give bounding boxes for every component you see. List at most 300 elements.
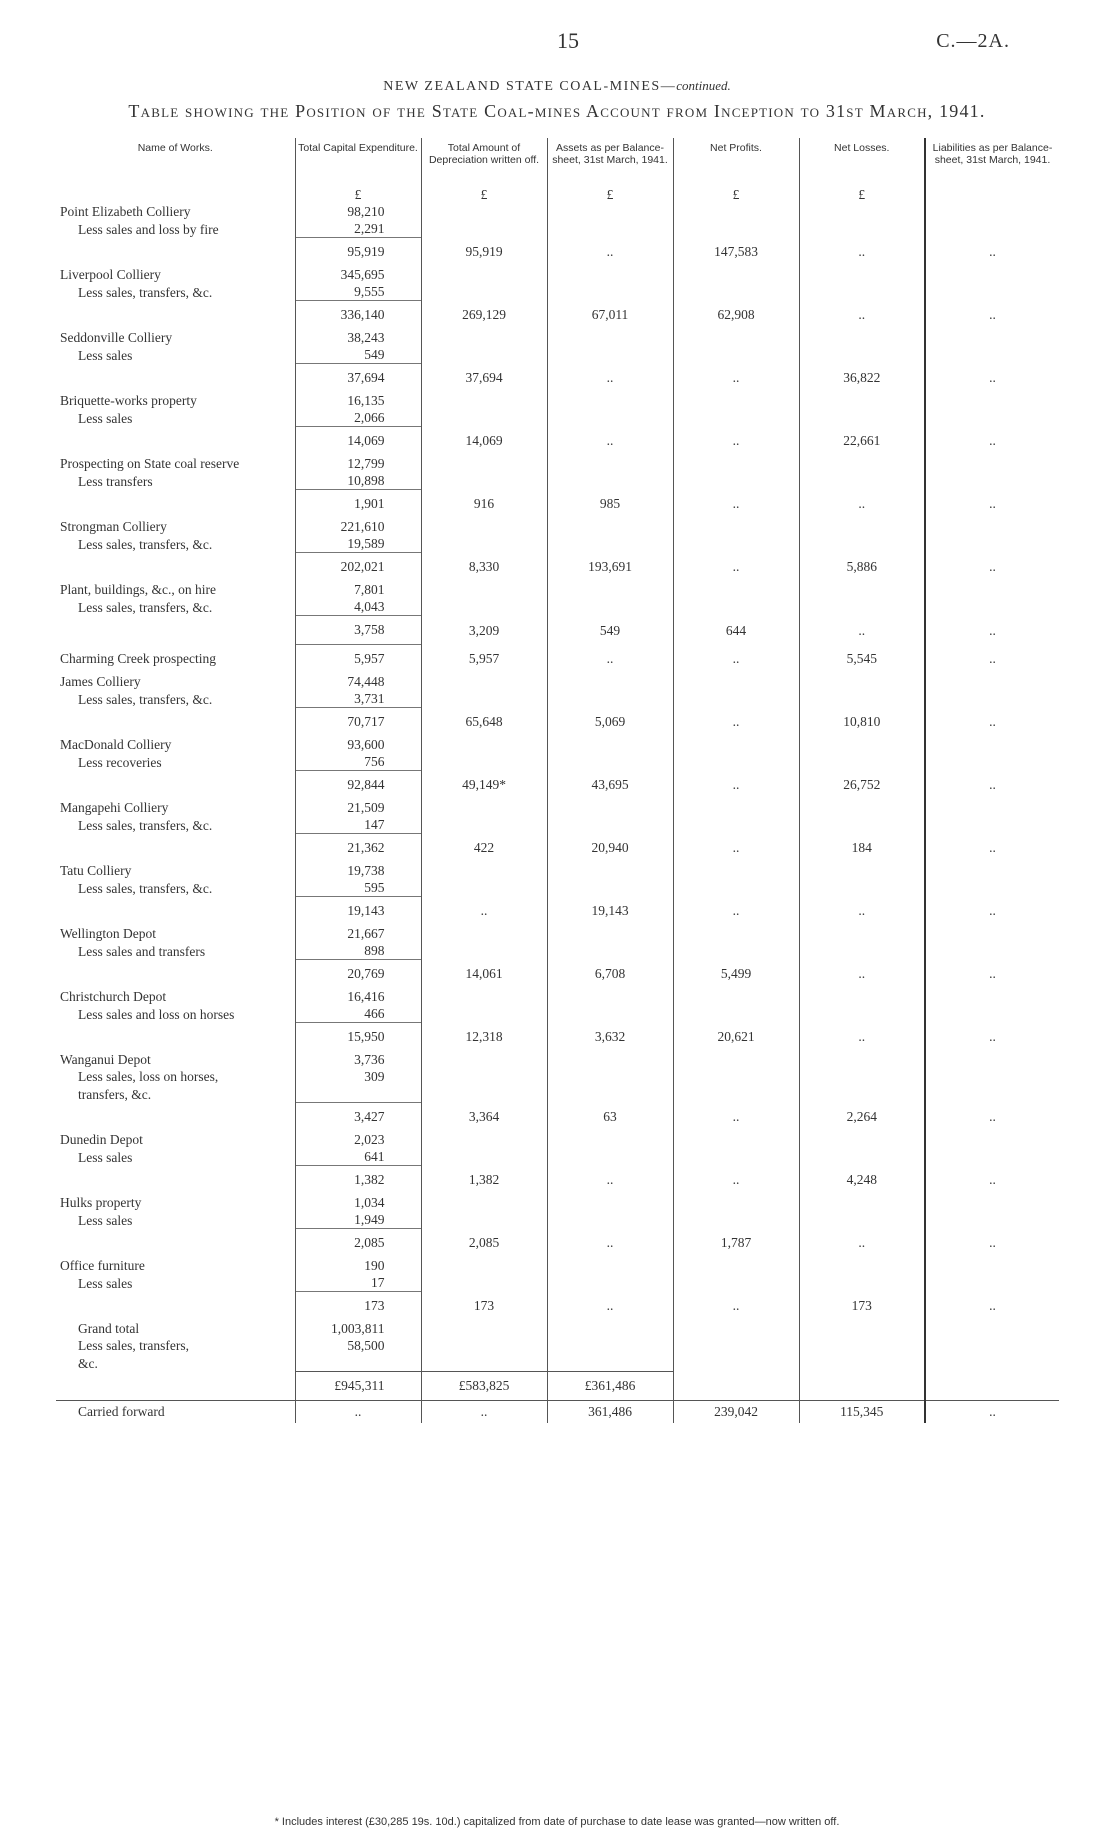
capital-deduction: 3,731 [295,690,421,708]
empty-cell [421,1005,547,1023]
empty-cell [673,518,799,535]
profits-value: .. [673,645,799,674]
table-row [56,708,1059,737]
assets-value: .. [547,238,673,267]
empty-cell [421,1085,547,1103]
grand-total-net: £945,311 [295,1372,421,1401]
empty-cell [673,1320,799,1337]
empty-cell [421,753,547,771]
empty-cell [673,1005,799,1023]
empty-cell [547,1194,673,1211]
capital-net: 2,085 [295,1229,421,1258]
empty-cell [547,455,673,472]
empty-cell [547,879,673,897]
profits-value: .. [673,1166,799,1195]
capital-net: 15,950 [295,1023,421,1052]
empty-cell [547,409,673,427]
empty-cell [421,799,547,816]
empty-cell [421,862,547,879]
grand-total-net-row [56,1372,1059,1401]
losses-value: 36,822 [799,364,925,393]
table-row [56,581,1059,598]
empty-cell [547,598,673,616]
assets-value: 67,011 [547,301,673,330]
liabilities-value: .. [925,427,1059,456]
empty-cell [799,1068,925,1085]
empty-cell [56,1229,295,1258]
empty-cell [799,879,925,897]
table-row [56,753,1059,771]
empty-cell [673,988,799,1005]
profits-value: 62,908 [673,301,799,330]
assets-value: 5,069 [547,708,673,737]
empty-cell [547,535,673,553]
empty-cell [925,518,1059,535]
empty-cell [547,1051,673,1068]
empty-cell [673,535,799,553]
capital-gross: 2,023 [295,1131,421,1148]
depreciation-value: 49,149* [421,771,547,800]
col-header-losses: Net Losses. [799,138,925,186]
empty-cell [925,988,1059,1005]
empty-cell [673,690,799,708]
less-label: Less sales, transfers, &c. [78,880,213,896]
empty-cell [925,1068,1059,1085]
depreciation-value: 12,318 [421,1023,547,1052]
empty-cell [673,1131,799,1148]
capital-gross: 19,738 [295,862,421,879]
empty-cell [673,1211,799,1229]
empty-cell [56,834,295,863]
capital-net: 173 [295,1292,421,1321]
empty-cell [925,1257,1059,1274]
empty-cell [421,455,547,472]
empty-cell [925,1211,1059,1229]
less-label: Less sales [78,1212,133,1228]
empty-cell [799,942,925,960]
grand-total-depreciation: £583,825 [421,1372,547,1401]
table-row [56,346,1059,364]
empty-cell [56,490,295,519]
table-row [56,1166,1059,1195]
capital-net: 336,140 [295,301,421,330]
empty-cell [421,1131,547,1148]
empty-cell [421,392,547,409]
empty-cell [295,1354,421,1372]
empty-cell [56,301,295,330]
liabilities-value: .. [925,1023,1059,1052]
empty-cell [56,1372,295,1401]
empty-cell [799,1354,925,1372]
footnote: * Includes interest (£30,285 19s. 10d.) capitalized from date of purchase to date lease was granted—now written off. [274,1816,840,1828]
empty-cell [673,673,799,690]
less-label: Less sales, transfers, &c. [78,536,213,552]
liabilities-value: .. [925,897,1059,926]
empty-cell [547,1211,673,1229]
currency-assets: £ [547,186,673,203]
empty-cell [799,1257,925,1274]
depreciation-value: 65,648 [421,708,547,737]
table-row [56,736,1059,753]
empty-cell [673,220,799,238]
empty-cell [673,925,799,942]
empty-cell [547,988,673,1005]
empty-cell [673,942,799,960]
profits-value: .. [673,1292,799,1321]
work-name: James Colliery [60,674,141,689]
empty-cell [673,1337,799,1354]
carried-liabilities: .. [925,1401,1059,1424]
table-row [56,203,1059,220]
empty-cell [673,1194,799,1211]
table-row [56,960,1059,989]
capital-net: 1,382 [295,1166,421,1195]
empty-cell [56,1166,295,1195]
profits-value: .. [673,553,799,582]
empty-cell [547,942,673,960]
empty-cell [799,1194,925,1211]
table-row [56,925,1059,942]
empty-cell [56,553,295,582]
empty-cell [56,1023,295,1052]
empty-cell [925,1274,1059,1292]
empty-cell [421,1211,547,1229]
empty-cell [925,925,1059,942]
capital-net: 3,427 [295,1103,421,1132]
losses-value: 26,752 [799,771,925,800]
table-row [56,1148,1059,1166]
capital-deduction: 2,066 [295,409,421,427]
capital-net: 95,919 [295,238,421,267]
capital-gross: 21,667 [295,925,421,942]
work-name: MacDonald Colliery [60,737,172,752]
losses-value: 184 [799,834,925,863]
empty-cell [56,1292,295,1321]
empty-cell [799,409,925,427]
less-label: Less sales [78,1149,133,1165]
carried-forward-row [56,1401,1059,1424]
table-row [56,535,1059,553]
capital-gross: 93,600 [295,736,421,753]
capital-gross: 12,799 [295,455,421,472]
table-row [56,1103,1059,1132]
capital-deduction: 466 [295,1005,421,1023]
empty-cell [421,535,547,553]
carried-forward-label: Carried forward [56,1401,295,1424]
empty-cell [421,1354,547,1372]
empty-cell [421,1051,547,1068]
empty-cell [799,1005,925,1023]
currency-losses: £ [799,186,925,203]
col-header-assets: Assets as per Balance-sheet, 31st March, 1941. [547,138,673,186]
losses-value: .. [799,301,925,330]
empty-cell [925,1085,1059,1103]
page-title: NEW ZEALAND STATE COAL-MINES—continued. [383,78,731,94]
losses-value: .. [799,960,925,989]
empty-cell [673,879,799,897]
capital-net: 19,143 [295,897,421,926]
assets-value: .. [547,1229,673,1258]
empty-cell [925,409,1059,427]
liabilities-value: .. [925,834,1059,863]
empty-cell [547,753,673,771]
profits-value: .. [673,490,799,519]
profits-value: .. [673,364,799,393]
table-caption: Table showing the Position of the State Coal-mines Account from Inception to 31st March, 1941. [128,101,986,121]
work-name: Dunedin Depot [60,1132,143,1147]
empty-cell [421,283,547,301]
empty-cell [421,816,547,834]
empty-cell [673,799,799,816]
capital-gross: 345,695 [295,266,421,283]
table-row [56,1194,1059,1211]
assets-value: 19,143 [547,897,673,926]
losses-value: 173 [799,1292,925,1321]
empty-cell [673,1085,799,1103]
empty-cell [421,472,547,490]
empty-cell [421,1148,547,1166]
capital-deduction: 309 [295,1068,421,1085]
empty-cell [925,879,1059,897]
liabilities-value: .. [925,771,1059,800]
capital-gross: 190 [295,1257,421,1274]
assets-value: .. [547,645,673,674]
less-label: Less sales [78,1275,133,1291]
work-name: Hulks property [60,1195,142,1210]
col-header-capital: Total Capital Expenditure. [295,138,421,186]
liabilities-value: .. [925,301,1059,330]
empty-cell [799,673,925,690]
table-row [56,897,1059,926]
capital-gross: 1,034 [295,1194,421,1211]
empty-cell [799,1148,925,1166]
empty-cell [421,581,547,598]
capital-net: 70,717 [295,708,421,737]
work-name: Plant, buildings, &c., on hire [60,582,216,597]
liabilities-value: .. [925,1166,1059,1195]
empty-cell [421,598,547,616]
less-label: Less sales and loss on horses [78,1006,235,1022]
empty-cell [799,1320,925,1337]
empty-cell [799,925,925,942]
table-row [56,220,1059,238]
table-row [56,1257,1059,1274]
empty-cell [547,220,673,238]
losses-value: 4,248 [799,1166,925,1195]
empty-cell [421,1068,547,1085]
currency-depreciation: £ [421,186,547,203]
capital-gross: 221,610 [295,518,421,535]
empty-cell [799,816,925,834]
less-label: Less sales [78,347,133,363]
losses-value: .. [799,238,925,267]
work-name: Briquette-works property [60,393,197,408]
capital-net: 5,957 [295,645,421,674]
empty-cell [421,942,547,960]
grand-total-less-row-continued [56,1354,1059,1372]
losses-value: .. [799,1023,925,1052]
table-row [56,645,1059,674]
empty-cell [799,329,925,346]
empty-cell [421,879,547,897]
liabilities-value: .. [925,960,1059,989]
empty-cell [799,581,925,598]
empty-cell [799,1372,925,1401]
col-header-name: Name of Works. [137,142,213,154]
empty-cell [925,1005,1059,1023]
empty-cell [925,266,1059,283]
table-row [56,472,1059,490]
empty-cell [421,1257,547,1274]
col-header-profits: Net Profits. [673,138,799,186]
document-reference: C.—2A. [936,30,1010,52]
empty-cell [925,673,1059,690]
empty-cell [673,1354,799,1372]
capital-net: 202,021 [295,553,421,582]
depreciation-value: 1,382 [421,1166,547,1195]
empty-cell [799,220,925,238]
empty-cell [421,329,547,346]
empty-cell [56,1103,295,1132]
empty-cell [673,581,799,598]
capital-net: 14,069 [295,427,421,456]
empty-cell [421,1337,547,1354]
empty-cell [673,266,799,283]
capital-deduction: 19,589 [295,535,421,553]
assets-value: 193,691 [547,553,673,582]
grand-total-less-row [56,1337,1059,1354]
table-row [56,490,1059,519]
less-label: Less sales and loss by fire [78,221,219,237]
empty-cell [925,535,1059,553]
empty-cell [925,1337,1059,1354]
empty-cell [547,203,673,220]
table-row [56,409,1059,427]
empty-cell [421,220,547,238]
empty-cell [673,409,799,427]
depreciation-value: 95,919 [421,238,547,267]
losses-value: .. [799,897,925,926]
carried-depreciation: .. [421,1401,547,1424]
work-name: Charming Creek prospecting [60,651,216,666]
empty-cell [547,1005,673,1023]
empty-cell [547,1131,673,1148]
carried-profits: 239,042 [673,1401,799,1424]
currency-capital: £ [295,186,421,203]
liabilities-value: .. [925,645,1059,674]
grand-total-deduction: 58,500 [295,1337,421,1354]
losses-value: 5,886 [799,553,925,582]
capital-net: 1,901 [295,490,421,519]
empty-cell [799,518,925,535]
empty-cell [799,1051,925,1068]
empty-cell [925,346,1059,364]
capital-net: 21,362 [295,834,421,863]
table-row [56,834,1059,863]
table-row [56,329,1059,346]
capital-net: 20,769 [295,960,421,989]
empty-cell [799,736,925,753]
empty-cell [673,346,799,364]
losses-value: 22,661 [799,427,925,456]
depreciation-value: 2,085 [421,1229,547,1258]
less-label: Less sales, transfers, &c. [78,691,213,707]
assets-value: 3,632 [547,1023,673,1052]
work-name: Office furniture [60,1258,145,1273]
work-name: Point Elizabeth Colliery [60,204,191,219]
empty-cell [673,472,799,490]
table-row [56,1292,1059,1321]
empty-cell [799,598,925,616]
empty-cell [799,799,925,816]
coal-mines-account-table [56,138,1059,1423]
liabilities-value: .. [925,364,1059,393]
liabilities-value: .. [925,1229,1059,1258]
less-label: Less sales, transfers, &c. [78,817,213,833]
profits-value: 147,583 [673,238,799,267]
grand-total-less-label-continued: &c. [78,1355,98,1371]
table-row [56,392,1059,409]
table-row [56,1068,1059,1085]
empty-cell [799,1085,925,1103]
table-row [56,553,1059,582]
table-row [56,879,1059,897]
currency-profits: £ [673,186,799,203]
less-label: Less sales, transfers, &c. [78,284,213,300]
table-header-row [56,138,1059,186]
liabilities-value: .. [925,238,1059,267]
empty-cell [547,673,673,690]
assets-value: .. [547,364,673,393]
empty-cell [799,283,925,301]
less-label-continued: transfers, &c. [78,1086,152,1102]
empty-cell [56,364,295,393]
liabilities-value: .. [925,490,1059,519]
empty-cell [547,581,673,598]
empty-cell [547,346,673,364]
capital-deduction: 10,898 [295,472,421,490]
empty-cell [673,1274,799,1292]
table-row [56,1229,1059,1258]
work-name: Strongman Colliery [60,519,167,534]
capital-net: 92,844 [295,771,421,800]
table-row [56,1131,1059,1148]
empty-cell [925,1354,1059,1372]
empty-cell [673,862,799,879]
work-name: Prospecting on State coal reserve [60,456,240,471]
empty-cell [799,1337,925,1354]
assets-value: 549 [547,616,673,645]
empty-cell [925,472,1059,490]
empty-cell [799,455,925,472]
empty-cell [925,186,1059,203]
capital-deduction: 147 [295,816,421,834]
table-row [56,1023,1059,1052]
empty-cell [547,1354,673,1372]
empty-cell [547,266,673,283]
liabilities-value: .. [925,1292,1059,1321]
empty-cell [799,690,925,708]
table-row [56,942,1059,960]
empty-cell [673,816,799,834]
empty-cell [547,1320,673,1337]
work-name: Liverpool Colliery [60,267,161,282]
assets-value: .. [547,1292,673,1321]
empty-cell [547,1148,673,1166]
empty-cell [547,518,673,535]
profits-value: .. [673,427,799,456]
liabilities-value: .. [925,1103,1059,1132]
